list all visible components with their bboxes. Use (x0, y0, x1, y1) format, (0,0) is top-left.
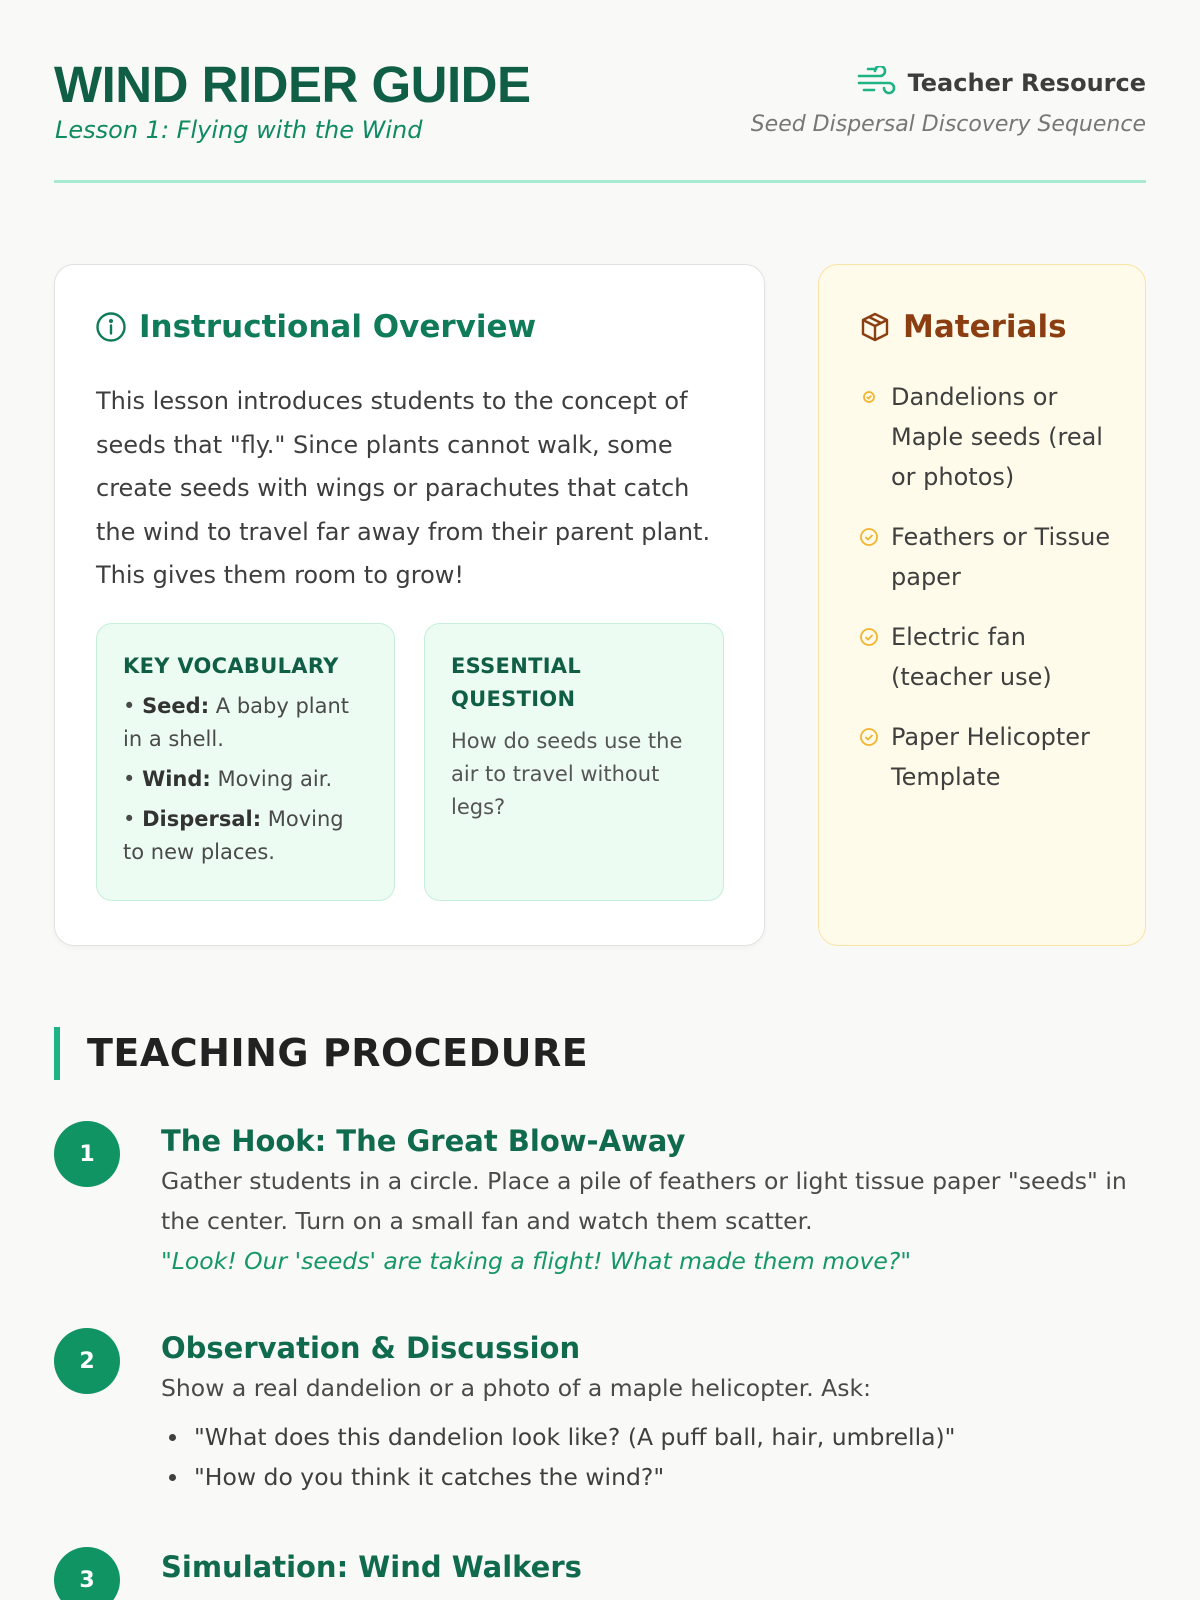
overview-text: This lesson introduces students to the concept of seeds that "fly." Since plants cannot walk, some create seeds with wings or parachutes that catch the wind to travel far away from their parent plant. This gives them room to grow! (96, 387, 711, 589)
vocab-definition: A baby plant in a shell. (123, 694, 350, 751)
step-number-badge: 3 (54, 1547, 120, 1600)
step-number-badge: 2 (54, 1328, 120, 1394)
material-item (859, 517, 1119, 597)
vocab-definition: Moving air. (210, 767, 333, 791)
vocab-item: • Seed: A baby plant in a shell. (123, 694, 350, 751)
check-circle-icon (859, 727, 879, 747)
step-title: Observation & Discussion (161, 1331, 581, 1365)
material-text: Dandelions or Maple seeds (real or photos) (891, 383, 1103, 491)
materials-title: Materials (903, 309, 1067, 345)
discussion-question: "How do you think it catches the wind?" (161, 1457, 1146, 1497)
material-item (859, 617, 1119, 697)
info-icon (95, 311, 127, 343)
step-title: Simulation: Wind Walkers (161, 1550, 582, 1584)
procedure-heading: TEACHING PROCEDURE (54, 1027, 588, 1080)
step-text: Gather students in a circle. Place a pile of feathers or light tissue paper "seeds" in the center. Turn on a small fan and watch them scatter. (161, 1167, 1127, 1235)
step-content (161, 1328, 1146, 1497)
check-circle-icon (859, 527, 879, 547)
material-text: Paper Helicopter Template (891, 723, 1090, 791)
vocabulary-heading: KEY VOCABULARY (123, 654, 339, 678)
teacher-resource-text: Teacher Resource (907, 69, 1146, 97)
vocab-term: Seed: (142, 694, 210, 718)
sequence-label: Seed Dispersal Discovery Sequence (750, 112, 1146, 137)
step-title: The Hook: The Great Blow-Away (161, 1124, 686, 1158)
package-icon (859, 311, 891, 343)
page-title: WIND RIDER GUIDE (54, 56, 531, 113)
vocab-item: • Wind: Moving air. (123, 767, 333, 791)
material-text: Electric fan (teacher use) (891, 623, 1052, 691)
material-item (859, 377, 1119, 497)
discussion-questions (161, 1417, 1146, 1497)
discussion-question: "What does this dandelion look like? (A puff ball, hair, umbrella)" (161, 1417, 1146, 1457)
vocab-term: Dispersal: (142, 807, 262, 831)
vocab-definition: Moving to new places. (123, 807, 344, 864)
materials-header (859, 309, 1067, 345)
step-quote: "Look! Our 'seeds' are taking a flight! What made them move?" (161, 1247, 912, 1275)
header (54, 0, 1146, 183)
materials-card (818, 264, 1146, 946)
key-vocabulary-box (96, 623, 395, 901)
step-number-badge: 1 (54, 1121, 120, 1187)
lesson-subtitle: Lesson 1: Flying with the Wind (55, 116, 423, 144)
overview-card (54, 264, 765, 946)
step-text: Show a real dandelion or a photo of a maple helicopter. Ask: (161, 1374, 872, 1402)
material-text: Feathers or Tissue paper (891, 523, 1111, 591)
step-content (161, 1121, 1146, 1281)
material-item (859, 717, 1119, 797)
question-text: How do seeds use the air to travel without legs? (451, 729, 683, 819)
materials-list (859, 377, 1119, 817)
teacher-resource-label (856, 66, 1146, 100)
overview-header (95, 309, 536, 345)
overview-title: Instructional Overview (139, 309, 537, 345)
essential-question-box (424, 623, 724, 901)
wind-icon (856, 66, 896, 100)
vocab-item: • Dispersal: Moving to new places. (123, 807, 344, 864)
vocab-term: Wind: (142, 767, 211, 791)
question-heading: ESSENTIAL QUESTION (451, 654, 582, 711)
check-circle-icon (859, 387, 879, 407)
step-content (161, 1547, 1146, 1587)
check-circle-icon (859, 627, 879, 647)
